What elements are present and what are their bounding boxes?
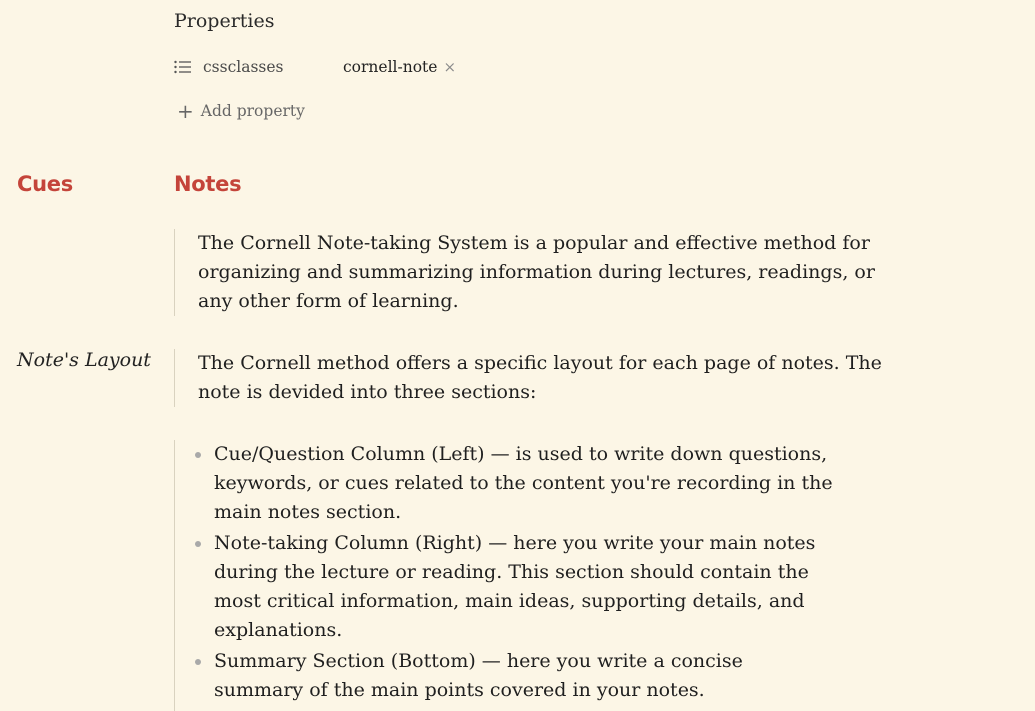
plus-icon: + — [177, 99, 194, 123]
sections-list — [175, 440, 835, 705]
property-value-text: cornell-note — [343, 58, 438, 76]
cue-notes-layout: Note's Layout — [17, 349, 151, 371]
property-row-cssclasses[interactable] — [174, 56, 456, 78]
close-icon[interactable]: × — [443, 58, 457, 76]
notes-intro-block — [174, 229, 878, 316]
list-item: Cue/Question Column (Left) — is used to write down questions, keywords, or cues related to the content you're recording in the main notes section. — [175, 440, 835, 527]
notes-intro-text: The Cornell Note-taking System is a popular and effective method for organizing and summarizing information during lectures, readings, or any other form of learning. — [198, 232, 875, 312]
notes-heading: Notes — [174, 172, 242, 196]
list-item: Summary Section (Bottom) — here you write a concise summary of the main points covered in your notes. — [175, 647, 835, 705]
list-item: Note-taking Column (Right) — here you write your main notes during the lecture or reading. This section should contain the most critical information, main ideas, supporting details, and explanations. — [175, 529, 835, 645]
add-property-button[interactable] — [177, 100, 305, 122]
add-property-label: Add property — [200, 102, 305, 120]
notes-sections-block — [174, 440, 835, 711]
notes-layout-text: The Cornell method offers a specific layout for each page of notes. The note is devided into three sections: — [198, 352, 882, 403]
property-value-tag[interactable] — [343, 58, 456, 76]
list-icon — [174, 60, 192, 74]
property-key[interactable]: cssclasses — [203, 58, 284, 76]
properties-title: Properties — [174, 10, 275, 32]
notes-layout-block — [174, 349, 888, 407]
cues-heading: Cues — [17, 172, 73, 196]
